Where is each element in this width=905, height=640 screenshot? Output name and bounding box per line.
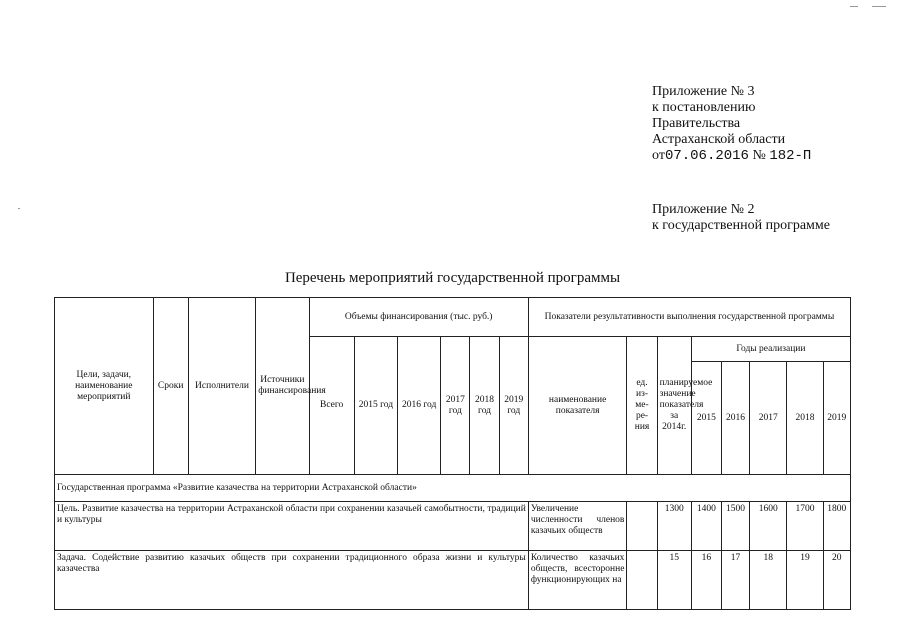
decree-date: 07.06.2016 bbox=[664, 148, 749, 164]
table-row-goal bbox=[55, 502, 851, 551]
appendix-2-title: Приложение № 2 bbox=[652, 202, 755, 217]
decree-number: 182-П bbox=[769, 148, 812, 164]
task-planned: 15 bbox=[657, 551, 691, 610]
appendix-2-line2: к государственной программе bbox=[652, 218, 830, 233]
goal-unit bbox=[627, 502, 657, 551]
decree-prefix: от bbox=[652, 148, 665, 163]
task-value-2015: 16 bbox=[691, 551, 721, 610]
goal-value-2015: 1400 bbox=[691, 502, 721, 551]
header-years: Годы реализации bbox=[691, 337, 850, 362]
appendix-3-line4: Астраханской области bbox=[652, 132, 786, 147]
task-value-2016: 17 bbox=[721, 551, 749, 610]
goal-value-2018: 1700 bbox=[787, 502, 823, 551]
task-text: Задача. Содействие развитию казачьих обществ при сохранении традиционного образа жизни и культуры казачества bbox=[55, 551, 529, 610]
scan-speck bbox=[18, 208, 20, 209]
goal-value-2017: 1600 bbox=[750, 502, 787, 551]
goal-indicator: Увеличение численности членов казачьих обществ bbox=[528, 502, 627, 551]
appendix-3-line2: к постановлению bbox=[652, 100, 756, 115]
header-fin-2015: 2015 год bbox=[354, 337, 397, 475]
table-row-program bbox=[55, 475, 851, 502]
task-value-2018: 19 bbox=[787, 551, 823, 610]
scan-speck bbox=[872, 6, 886, 7]
header-ind-2019: 2019 bbox=[823, 362, 850, 475]
appendix-3-block bbox=[652, 84, 811, 164]
header-fin-2017: 2017 год bbox=[441, 337, 470, 475]
header-terms: Сроки bbox=[153, 298, 188, 475]
header-fin-2016: 2016 год bbox=[398, 337, 441, 475]
header-sources: Источники финансирования bbox=[256, 298, 309, 475]
program-row-cell: Государственная программа «Развитие казачества на территории Астраханской области» bbox=[55, 475, 851, 502]
header-fin-2019: 2019 год bbox=[499, 337, 528, 475]
document-title: Перечень мероприятий государственной программы bbox=[284, 270, 621, 286]
table-row-task bbox=[55, 551, 851, 610]
goal-value-2019: 1800 bbox=[823, 502, 850, 551]
measures-table bbox=[54, 297, 851, 610]
task-value-2017: 18 bbox=[750, 551, 787, 610]
header-indicators: Показатели результативности выполнения государственной программы bbox=[528, 298, 850, 337]
task-value-2019: 20 bbox=[823, 551, 850, 610]
goal-value-2016: 1500 bbox=[721, 502, 749, 551]
header-ind-2017: 2017 bbox=[750, 362, 787, 475]
header-financing: Объемы финансирования (тыс. руб.) bbox=[309, 298, 528, 337]
decree-number-sign: № bbox=[752, 148, 766, 163]
header-goals: Цели, задачи, наименование мероприятий bbox=[55, 298, 154, 475]
header-indicator-name: наименование показателя bbox=[528, 337, 627, 475]
appendix-2-block bbox=[652, 202, 830, 234]
header-planned: планируемое значение показателя за 2014г. bbox=[657, 337, 691, 475]
goal-text: Цель. Развитие казачества на территории Астраханской области при сохранении казачьей самобытности, традиций и культуры bbox=[55, 502, 529, 551]
header-ind-2016: 2016 bbox=[721, 362, 749, 475]
header-fin-2018: 2018 год bbox=[470, 337, 499, 475]
goal-planned: 1300 bbox=[657, 502, 691, 551]
appendix-3-title: Приложение № 3 bbox=[652, 84, 755, 99]
header-executors: Исполнители bbox=[188, 298, 255, 475]
header-ind-2015: 2015 bbox=[691, 362, 721, 475]
decree-line bbox=[652, 148, 811, 164]
appendix-3-line3: Правительства bbox=[652, 116, 741, 131]
task-unit bbox=[627, 551, 657, 610]
header-ind-2018: 2018 bbox=[787, 362, 823, 475]
task-indicator: Количество казачьих обществ, всесторонне функционирующих на bbox=[528, 551, 627, 610]
header-total: Всего bbox=[309, 337, 354, 475]
header-unit: ед. из-ме-ре-ния bbox=[627, 337, 657, 475]
scan-speck bbox=[850, 6, 858, 7]
table-header-row-1 bbox=[55, 298, 851, 337]
